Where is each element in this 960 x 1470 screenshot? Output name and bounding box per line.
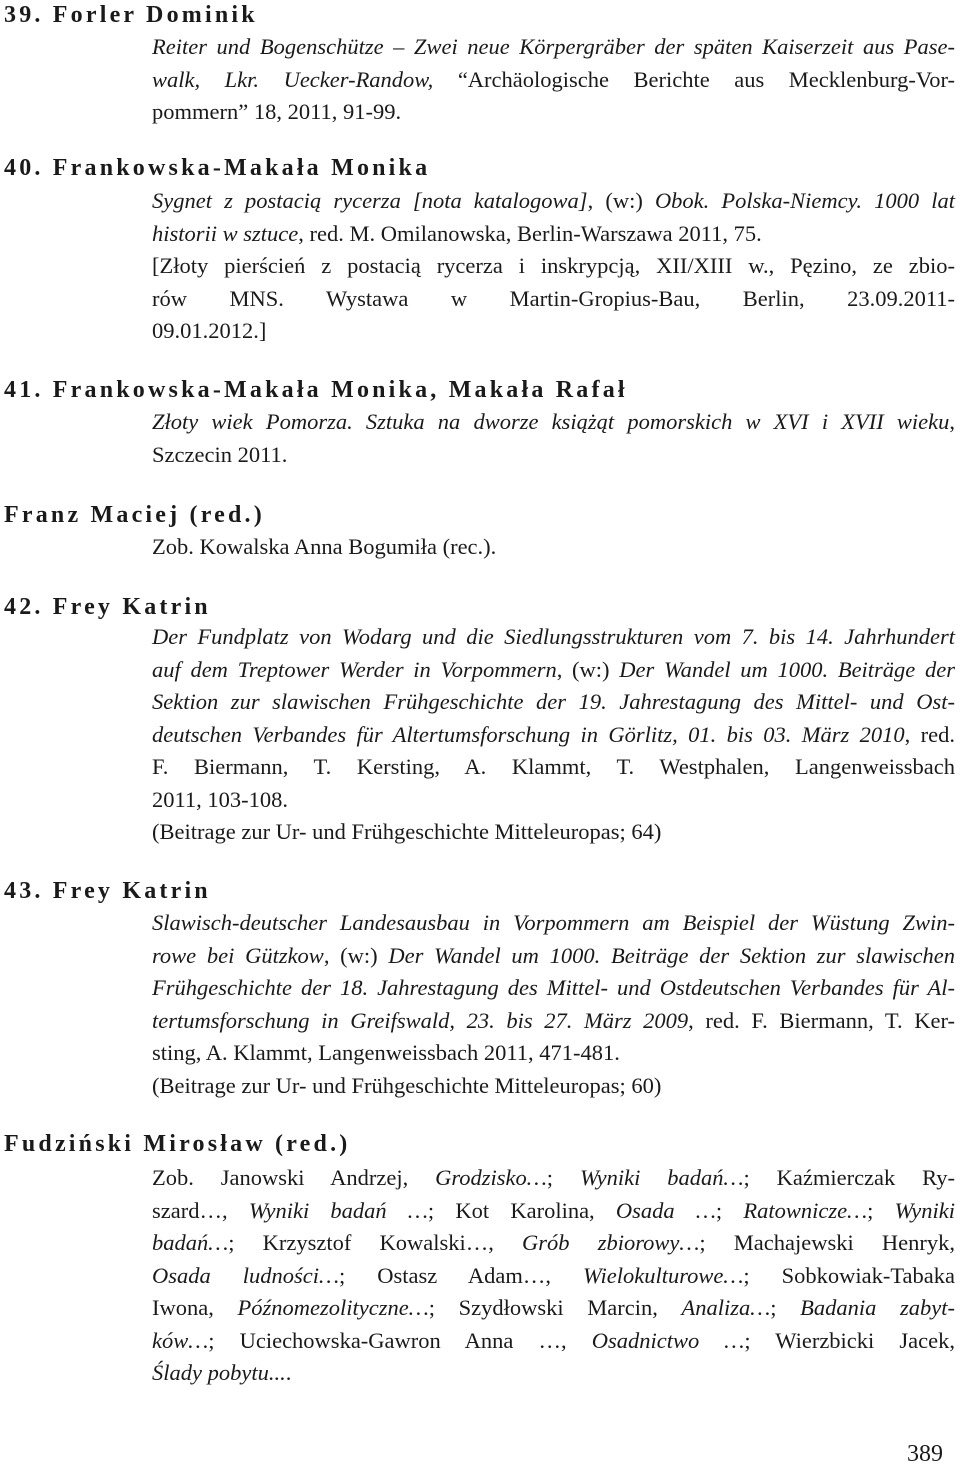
entry-line <box>152 751 955 784</box>
entry-heading: 39. Forler Dominik <box>4 2 258 28</box>
entry-line <box>152 1037 955 1070</box>
title-text: walk, Lkr. Uecker-Randow, <box>152 66 458 92</box>
title-text: Reiter und Bogenschütze – Zwei neue Körpergräber der späten Kaiserzeit aus Pase- <box>152 34 955 59</box>
title-text: deutschen Verbandes für Altertumsforschung in Görlitz, 01. bis 03. März 2010 <box>152 721 905 747</box>
citation-text: , <box>949 409 955 434</box>
citation-text: ; Wierzbicki Jacek, <box>744 1327 955 1353</box>
entry-body <box>152 185 955 348</box>
title-text: Wyniki badań… <box>579 1165 744 1190</box>
citation-text: Zob. Janowski Andrzej, <box>152 1165 436 1190</box>
title-text: Osada … <box>615 1197 716 1223</box>
citation-text: ; <box>770 1295 801 1320</box>
entry-line <box>152 64 955 97</box>
title-text: Grodzisko… <box>435 1165 547 1190</box>
title-text: Sektion zur slawischen Frühgeschichte der 19. Jahrestagung des Mittel- und Ost- <box>152 689 955 714</box>
entry-line <box>152 940 955 973</box>
title-text: Ślady pobytu... <box>152 1360 286 1385</box>
entry-line <box>152 816 955 849</box>
entry-heading: 40. Frankowska-Makała Monika <box>4 155 431 181</box>
title-text: Złoty wiek Pomorza. Sztuka na dworze książąt pomorskich w XVI i XVII wieku <box>152 409 950 434</box>
citation-text: , red. F. Biermann, T. Ker- <box>688 1007 956 1033</box>
title-text: Slawisch-deutscher Landesausbau in Vorpommern am Beispiel der Wüstung Zwin- <box>152 910 955 935</box>
entry-body <box>152 1162 955 1390</box>
entry-line <box>152 283 955 316</box>
title-text: Osadnictwo … <box>591 1327 745 1353</box>
entry-line <box>152 1005 955 1038</box>
citation-text: , red. <box>904 721 956 747</box>
citation-text: , (w:) <box>556 656 620 682</box>
citation-text: Zob. Kowalska Anna Bogumiła (rec.). <box>152 534 497 559</box>
citation-text: pommern” 18, 2011, 91-99. <box>152 99 402 124</box>
citation-text: ; Kaźmierczak Ry- <box>743 1165 956 1190</box>
entry-line <box>152 654 955 687</box>
citation-text: ; <box>715 1197 744 1223</box>
citation-text: ; Ostasz Adam…, <box>338 1262 583 1288</box>
entry-line <box>152 1162 955 1195</box>
entry-line <box>152 185 955 218</box>
entry-line <box>152 907 955 940</box>
entry-line <box>152 719 955 752</box>
title-text: badań… <box>152 1230 229 1255</box>
citation-text: ; Sobkowiak-Tabaka <box>743 1262 955 1288</box>
citation-text: (Beitrage zur Ur- und Frühgeschichte Mitteleuropas; 60) <box>152 1072 662 1098</box>
entry-heading: 43. Frey Katrin <box>4 878 211 904</box>
entry-line <box>152 406 955 439</box>
entry-heading: 41. Frankowska-Makała Monika, Makała Rafał <box>4 377 628 403</box>
title-text: rowe bei Gützkow <box>152 942 324 968</box>
entry-line <box>152 439 955 472</box>
entry-body <box>152 621 955 849</box>
citation-text: ; <box>546 1165 580 1190</box>
entry-line <box>152 1357 955 1390</box>
citation-text: . <box>285 1360 292 1385</box>
title-text: Wyniki <box>894 1197 955 1223</box>
entry-body <box>152 31 955 129</box>
citation-text: , (w:) <box>587 188 655 213</box>
citation-text: ; Szydłowski Marcin, <box>428 1295 682 1320</box>
citation-text: “Archäologische Berichte aus Mecklenburg-Vor- <box>457 66 955 92</box>
title-text: Osada ludności… <box>152 1262 339 1288</box>
citation-text: sting, A. Klammt, Langenweissbach 2011, 471-481. <box>152 1040 620 1065</box>
title-text: Der Fundplatz von Wodarg und die Siedlungsstrukturen vom 7. bis 14. Jahrhundert <box>152 624 955 649</box>
citation-text: Iwona, <box>152 1295 238 1320</box>
title-text: Ratownicze… <box>743 1197 868 1223</box>
title-text: Wielokulturowe… <box>583 1262 744 1288</box>
title-text: Obok. Polska-Niemcy. 1000 lat <box>654 188 955 213</box>
title-text: Badania zabyt- <box>800 1295 956 1320</box>
title-text: Frühgeschichte der 18. Jahrestagung des Mittel- und Ostdeutschen Verbandes für Al- <box>152 975 955 1000</box>
entry-line <box>152 686 955 719</box>
entry-line <box>152 1195 955 1228</box>
citation-text: ; Kot Karolina, <box>427 1197 616 1223</box>
title-text: auf dem Treptower Werder in Vorpommern <box>152 656 557 682</box>
entry-line <box>152 218 955 251</box>
citation-text: ; Machajewski Henryk, <box>699 1230 955 1255</box>
entry-line <box>152 621 955 654</box>
entry-heading: Fudziński Mirosław (red.) <box>4 1131 351 1157</box>
title-text: Analiza… <box>681 1295 771 1320</box>
citation-text: szard…, <box>152 1197 249 1223</box>
title-text: historii w sztuce <box>152 220 299 246</box>
entry-body <box>152 406 955 471</box>
entry-line <box>152 250 955 283</box>
citation-text: ; <box>867 1197 895 1223</box>
title-text: Późnomezolityczne… <box>237 1295 429 1320</box>
citation-text: 2011, 103-108. <box>152 786 289 812</box>
entry-line <box>152 972 955 1005</box>
citation-text: F. Biermann, T. Kersting, A. Klammt, T. Westphalen, Langenweissbach <box>152 754 955 779</box>
entry-heading: Franz Maciej (red.) <box>4 502 265 528</box>
entry-line <box>152 31 955 64</box>
entry-body <box>152 531 955 564</box>
title-text: Wyniki badań … <box>248 1197 428 1223</box>
entry-line <box>152 315 955 348</box>
entry-line <box>152 1260 955 1293</box>
citation-text: [Złoty pierścień z postacią rycerza i inskrypcją, XII/XIII w., Pęzino, ze zbio- <box>152 253 955 278</box>
title-text: Der Wandel um 1000. Beiträge der <box>619 656 955 682</box>
entry-line <box>152 1070 955 1103</box>
citation-text: , red. M. Omilanowska, Berlin-Warszawa 2011, 75. <box>298 220 762 246</box>
entry-line <box>152 1325 955 1358</box>
citation-text: ; Krzysztof Kowalski…, <box>228 1230 523 1255</box>
citation-text: (Beitrage zur Ur- und Frühgeschichte Mitteleuropas; 64) <box>152 819 662 844</box>
title-text: ków… <box>152 1327 209 1353</box>
entry-line <box>152 1227 955 1260</box>
citation-text: Szczecin 2011. <box>152 441 288 467</box>
title-text: Grób zbiorowy… <box>522 1230 700 1255</box>
title-text: Sygnet z postacią rycerza [nota katalogowa] <box>152 188 588 213</box>
citation-text: rów MNS. Wystawa w Martin-Gropius-Bau, Berlin, 23.09.2011- <box>152 285 955 311</box>
citation-text: ; Uciechowska-Gawron Anna …, <box>208 1327 592 1353</box>
title-text: Der Wandel um 1000. Beiträge der Sektion zur slawischen <box>388 942 955 968</box>
citation-text: , (w:) <box>323 942 389 968</box>
entry-line <box>152 784 955 817</box>
page-number: 389 <box>907 1441 943 1467</box>
entry-line <box>152 531 955 564</box>
entry-line <box>152 96 955 129</box>
entry-heading: 42. Frey Katrin <box>4 594 211 620</box>
title-text: tertumsforschung in Greifswald, 23. bis 27. März 2009 <box>152 1007 689 1033</box>
entry-line <box>152 1292 955 1325</box>
citation-text: 09.01.2012.] <box>152 318 267 343</box>
entry-body <box>152 907 955 1102</box>
